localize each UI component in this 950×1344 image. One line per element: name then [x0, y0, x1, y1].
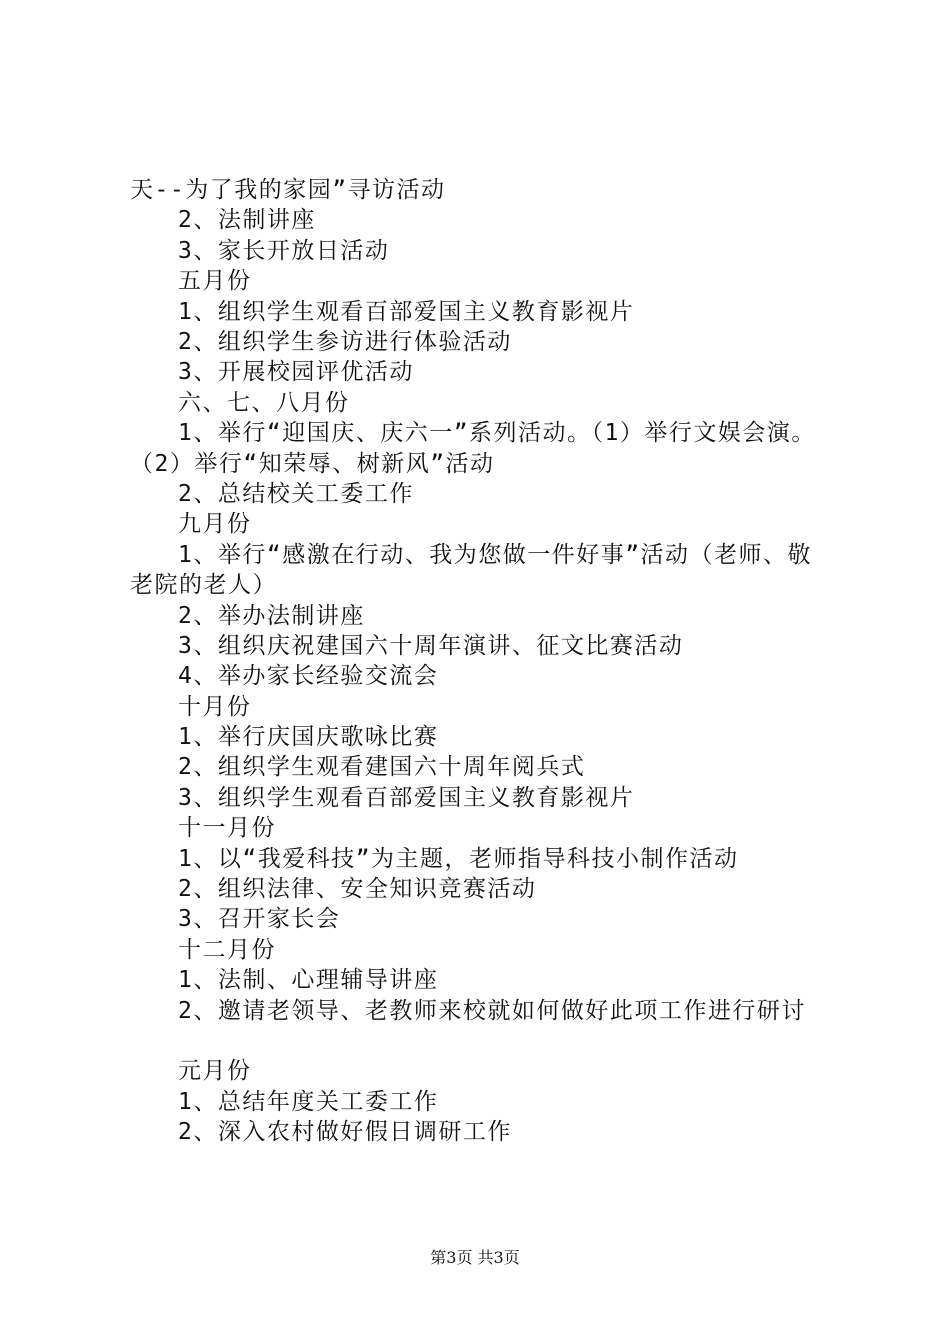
- text-line: 1、总结年度关工委工作: [178, 1088, 439, 1115]
- text-line: 3、召开家长会: [178, 906, 341, 933]
- text-line: 2、法制讲座: [178, 207, 316, 234]
- month-heading: 十一月份: [178, 815, 276, 842]
- text-line: 2、总结校关工委工作: [178, 480, 414, 507]
- blank-line: [130, 1026, 835, 1056]
- text-line: 1、组织学生观看百部爱国主义教育影视片: [178, 298, 635, 325]
- text-line: 1、举行庆国庆歌咏比赛: [178, 724, 439, 751]
- text-line: 2、组织学生观看建国六十周年阅兵式: [178, 754, 586, 781]
- text-line: 1、以“我爱科技”为主题，老师指导科技小制作活动: [178, 845, 739, 872]
- month-heading: 九月份: [178, 511, 252, 538]
- month-heading: 六、七、八月份: [178, 389, 350, 416]
- text-line: 天--为了我的家园”寻访活动: [130, 177, 446, 203]
- text-line: 3、开展校园评优活动: [178, 359, 414, 386]
- text-paragraph: 1、举行“感激在行动、我为您做一件好事”活动（老师、敬老院的老人）: [130, 541, 813, 599]
- month-heading: 五月份: [178, 268, 252, 295]
- text-line: 2、深入农村做好假日调研工作: [178, 1119, 512, 1146]
- text-line: 3、家长开放日活动: [178, 237, 390, 264]
- text-line: 4、举办家长经验交流会: [178, 663, 439, 690]
- text-line: 3、组织学生观看百部爱国主义教育影视片: [178, 784, 635, 811]
- month-heading: 十二月份: [178, 936, 276, 963]
- month-heading: 元月份: [178, 1058, 252, 1085]
- text-line: 2、组织学生参访进行体验活动: [178, 328, 512, 355]
- text-line: 2、举办法制讲座: [178, 602, 365, 629]
- text-paragraph: 1、举行“迎国庆、庆六一”系列活动。（1）举行文娱会演。（2）举行“知荣辱、树新风”活动: [130, 420, 816, 477]
- text-line: 2、邀请老领导、老教师来校就如何做好此项工作进行研讨: [178, 997, 806, 1024]
- text-line: 1、法制、心理辅导讲座: [178, 967, 439, 994]
- text-line: 3、组织庆祝建国六十周年演讲、征文比赛活动: [178, 632, 684, 659]
- document-body: [130, 175, 835, 1148]
- text-line: 2、组织法律、安全知识竞赛活动: [178, 876, 537, 903]
- month-heading: 十月份: [178, 693, 252, 720]
- page-number-footer: 第3页 共3页: [430, 1248, 520, 1267]
